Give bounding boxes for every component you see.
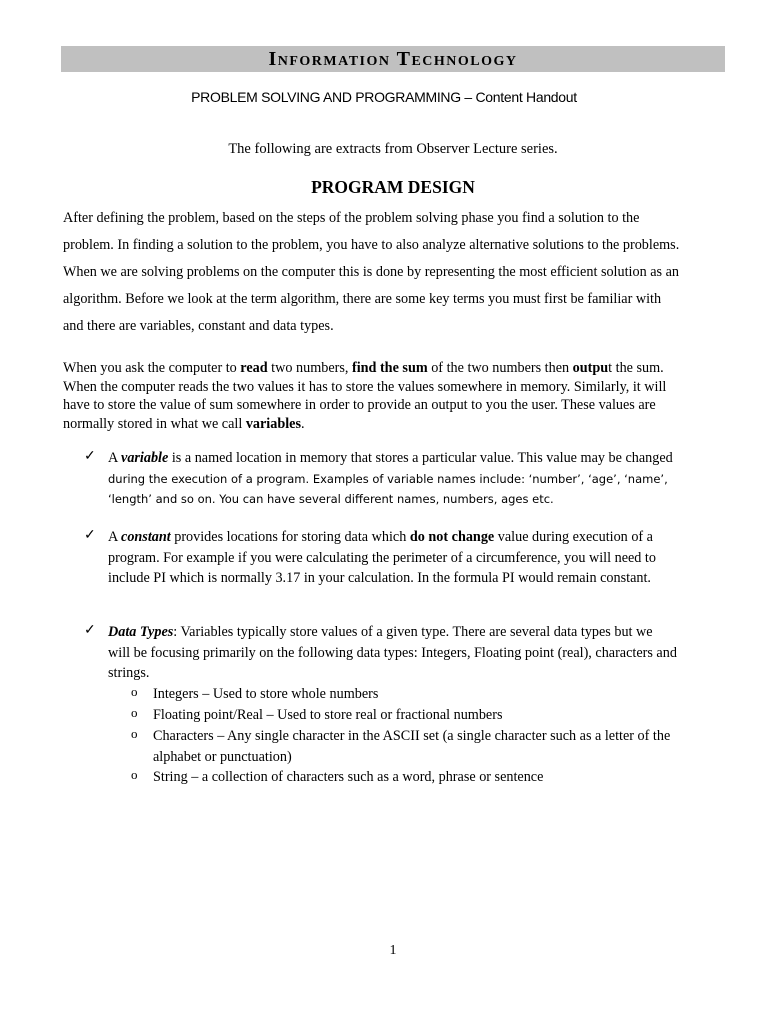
list-item-text: alphabet or punctuation)	[153, 748, 292, 765]
circle-bullet-icon: o	[131, 684, 138, 699]
circle-bullet-icon: o	[131, 767, 138, 782]
checkmark-icon: ✓	[84, 623, 96, 638]
bullet-line: program. For example if you were calculating the perimeter of a circumference, you will need to	[108, 549, 656, 566]
checkmark-icon: ✓	[84, 528, 96, 543]
text-run: t the sum.	[608, 360, 664, 376]
section-heading: PROGRAM DESIGN	[311, 177, 475, 197]
term-data-types: Data Types	[108, 624, 174, 640]
term-variable: variable	[121, 450, 169, 466]
bold-term-do-not-change: do not change	[409, 529, 495, 545]
term-constant: constant	[121, 529, 171, 545]
text-run: of the two numbers then	[427, 360, 573, 376]
paragraph-storage	[63, 359, 743, 433]
bullet-line	[108, 448, 738, 469]
bullet-data-types	[108, 622, 738, 684]
list-item-string	[153, 767, 743, 788]
paragraph-line	[63, 415, 743, 434]
checkmark-icon: ✓	[84, 449, 96, 464]
text-run: two numbers,	[267, 360, 352, 376]
paragraph-line	[63, 359, 743, 378]
bullet-line: during the execution of a program. Examples of variable names include: ‘number’, ‘age’, ‘name’,	[108, 471, 668, 486]
list-item-text: Floating point/Real – Used to store real or fractional numbers	[153, 707, 503, 723]
paragraph-line: problem. In finding a solution to the problem, you have to also analyze alternative solutions to the problems.	[63, 237, 680, 253]
bullet-line	[108, 622, 738, 643]
paragraph-line: and there are variables, constant and data types.	[63, 318, 334, 334]
list-item-text: String – a collection of characters such as a word, phrase or sentence	[153, 769, 544, 785]
bullet-line: include PI which is normally 3.17 in your calculation. In the formula PI would remain constant.	[108, 570, 651, 586]
text-run: value during execution of a	[494, 529, 653, 545]
bullet-line: strings.	[108, 665, 150, 681]
bullet-constant	[108, 527, 738, 589]
paragraph-line: When we are solving problems on the computer this is done by representing the most efficient solution as an	[63, 264, 679, 280]
bullet-variable	[108, 448, 738, 510]
list-item-characters	[153, 726, 743, 767]
paragraph-line: algorithm. Before we look at the term algorithm, there are some key terms you must first be familiar with	[63, 291, 662, 307]
bullet-line: ‘length’ and so on. You can have several different names, numbers, ages etc.	[108, 492, 554, 506]
subtitle: PROBLEM SOLVING AND PROGRAMMING – Content Handout	[191, 89, 577, 105]
text-run: provides locations for storing data which	[170, 529, 410, 545]
bold-term-read: read	[240, 360, 268, 376]
paragraph-line: When the computer reads the two values it has to store the values somewhere in memory. Similarly, it will	[63, 378, 667, 395]
list-item-floating-point	[153, 705, 743, 726]
paragraph-line: have to store the value of sum somewhere in order to provide an output to you the user. These values are	[63, 397, 656, 413]
text-run: normally stored in what we call	[63, 415, 246, 432]
bold-term-variables: variables	[245, 415, 301, 432]
bullet-line	[108, 527, 738, 548]
list-item-text: Integers – Used to store whole numbers	[153, 686, 379, 702]
text-run: When you ask the computer to	[63, 360, 241, 376]
text-run: : Variables typically store values of a given type. There are several data types but we	[173, 624, 653, 640]
circle-bullet-icon: o	[131, 705, 138, 720]
text-run: A	[108, 450, 122, 466]
text-run: is a named location in memory that stores a particular value. This value may be changed	[168, 450, 673, 466]
paragraph-program-design	[63, 205, 733, 340]
title-bar	[61, 46, 725, 72]
text-run: A	[108, 529, 122, 545]
paragraph-line: After defining the problem, based on the steps of the problem solving phase you find a solution to the	[63, 210, 640, 226]
list-item-text: Characters – Any single character in the ASCII set (a single character such as a letter of the	[153, 728, 671, 744]
circle-bullet-icon: o	[131, 726, 138, 741]
list-item-integers	[153, 684, 743, 705]
text-run: .	[300, 415, 305, 432]
document-title: Information Technology	[268, 47, 518, 70]
bold-term-find-sum: find the sum	[351, 360, 428, 376]
intro-text: The following are extracts from Observer Lecture series.	[228, 141, 558, 157]
bold-term-output: outpu	[572, 360, 609, 376]
bullet-line: will be focusing primarily on the following data types: Integers, Floating point (real), characters and	[108, 644, 677, 661]
page-number: 1	[389, 943, 397, 958]
